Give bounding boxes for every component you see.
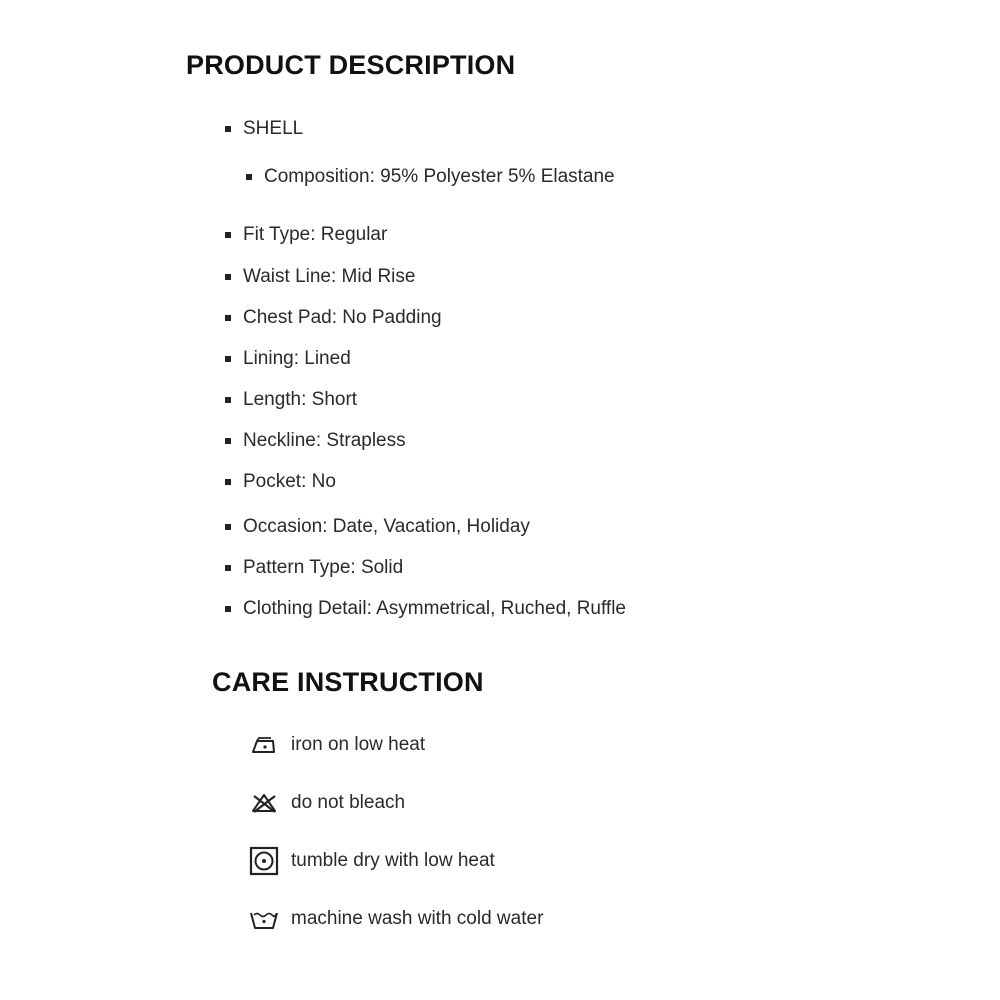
- list-item-text: Composition: 95% Polyester 5% Elastane: [264, 166, 615, 187]
- bullet-marker: [246, 174, 252, 180]
- list-item-text: Length: Short: [243, 389, 358, 410]
- tumble-dry-low-icon: [248, 845, 282, 877]
- list-item-text: Neckline: Strapless: [243, 430, 406, 451]
- list-item-pattern-type: [243, 556, 403, 580]
- list-item-clothing-detail: [243, 597, 626, 621]
- list-item-text: Pocket: No: [243, 471, 336, 492]
- list-item-pocket: [243, 470, 336, 494]
- care-label: tumble dry with low heat: [291, 850, 495, 871]
- bullet-marker: [225, 438, 231, 444]
- bullet-marker: [225, 479, 231, 485]
- bullet-marker: [225, 606, 231, 612]
- list-item-text: Lining: Lined: [243, 348, 351, 369]
- bullet-marker: [225, 232, 231, 238]
- bullet-marker: [225, 524, 231, 530]
- list-item-text: Waist Line: Mid Rise: [243, 266, 416, 287]
- do-not-bleach-icon: [248, 787, 282, 819]
- list-item-chest-pad: [243, 306, 442, 330]
- bullet-marker: [225, 274, 231, 280]
- bullet-marker: [225, 126, 231, 132]
- list-item-lining: [243, 347, 351, 371]
- list-item-text: Pattern Type: Solid: [243, 557, 404, 578]
- list-item-fit-type: [243, 223, 387, 247]
- list-item-waist-line: [243, 265, 415, 289]
- list-item-occasion: [243, 515, 530, 539]
- bullet-marker: [225, 356, 231, 362]
- bullet-marker: [225, 565, 231, 571]
- care-label: machine wash with cold water: [291, 908, 544, 929]
- list-item-length: [243, 388, 357, 412]
- bullet-marker: [225, 315, 231, 321]
- care-instruction-heading: CARE INSTRUCTION: [212, 667, 484, 697]
- bullet-marker: [225, 397, 231, 403]
- list-item-text: Occasion: Date, Vacation, Holiday: [243, 516, 530, 537]
- list-item-text: Fit Type: Regular: [243, 224, 388, 245]
- care-label: do not bleach: [291, 792, 406, 813]
- product-description-heading: PRODUCT DESCRIPTION: [186, 50, 516, 80]
- list-item-composition: [264, 165, 615, 189]
- care-label: iron on low heat: [291, 734, 426, 755]
- machine-wash-cold-icon: [248, 903, 282, 935]
- list-item-text: Chest Pad: No Padding: [243, 307, 442, 328]
- list-item-shell: [243, 117, 303, 141]
- list-item-text: Clothing Detail: Asymmetrical, Ruched, Ruffle: [243, 598, 626, 619]
- iron-low-heat-icon: [248, 729, 282, 761]
- list-item-neckline: [243, 429, 406, 453]
- list-item-text: SHELL: [243, 118, 304, 139]
